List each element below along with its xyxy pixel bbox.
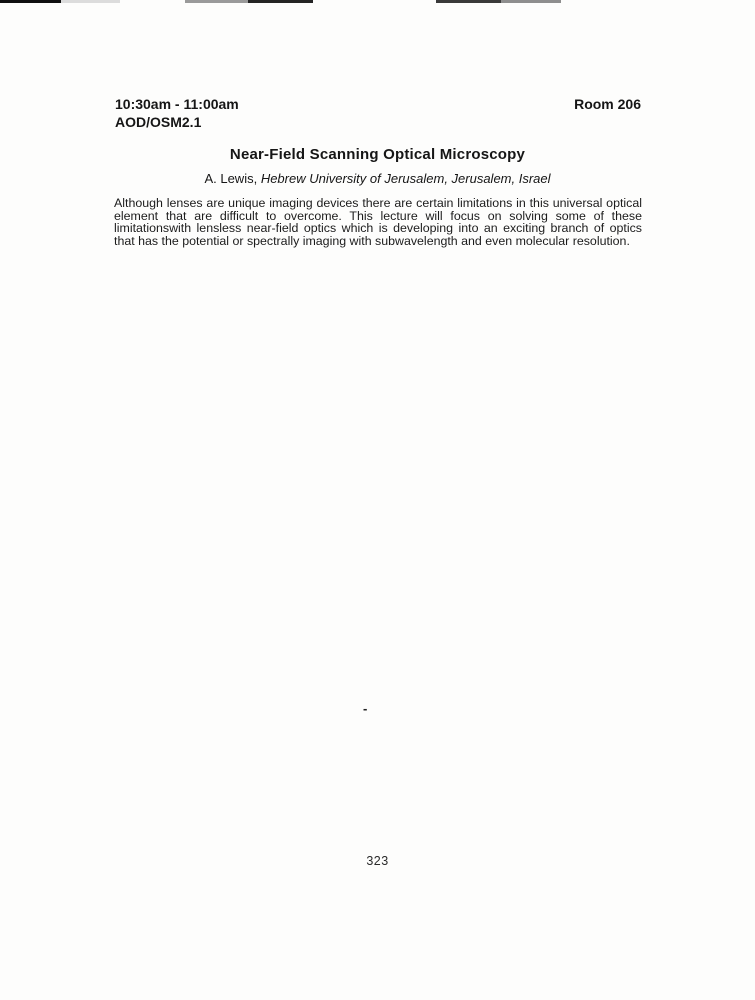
page-number: 323 xyxy=(366,854,389,868)
session-code: AOD/OSM2.1 xyxy=(115,114,202,130)
session-header xyxy=(115,95,641,131)
stray-scan-mark: - xyxy=(363,701,368,716)
abstract-text: Although lenses are unique imaging devices there are certain limitations in this universal optical element that are difficult to overcome. This lecture will focus on solving some of these limitationswith lensless near-field optics which is developing into an exciting branch of optics that has the potential or spectrally imaging with subwavelength and even molecular resolution. xyxy=(114,196,642,249)
session-time: 10:30am - 11:00am xyxy=(115,96,239,112)
session-room: Room 206 xyxy=(574,96,641,112)
scan-artifact xyxy=(185,0,248,3)
author-name: A. Lewis, xyxy=(204,171,261,186)
author-line xyxy=(0,171,755,186)
scan-artifact xyxy=(61,0,120,3)
scan-artifact xyxy=(436,0,501,3)
scan-artifact xyxy=(0,0,61,3)
paper-title: Near-Field Scanning Optical Microscopy xyxy=(229,146,526,163)
author-affiliation: Hebrew University of Jerusalem, Jerusalem, Israel xyxy=(260,171,551,186)
scan-artifact xyxy=(248,0,313,3)
scan-artifact xyxy=(501,0,561,3)
